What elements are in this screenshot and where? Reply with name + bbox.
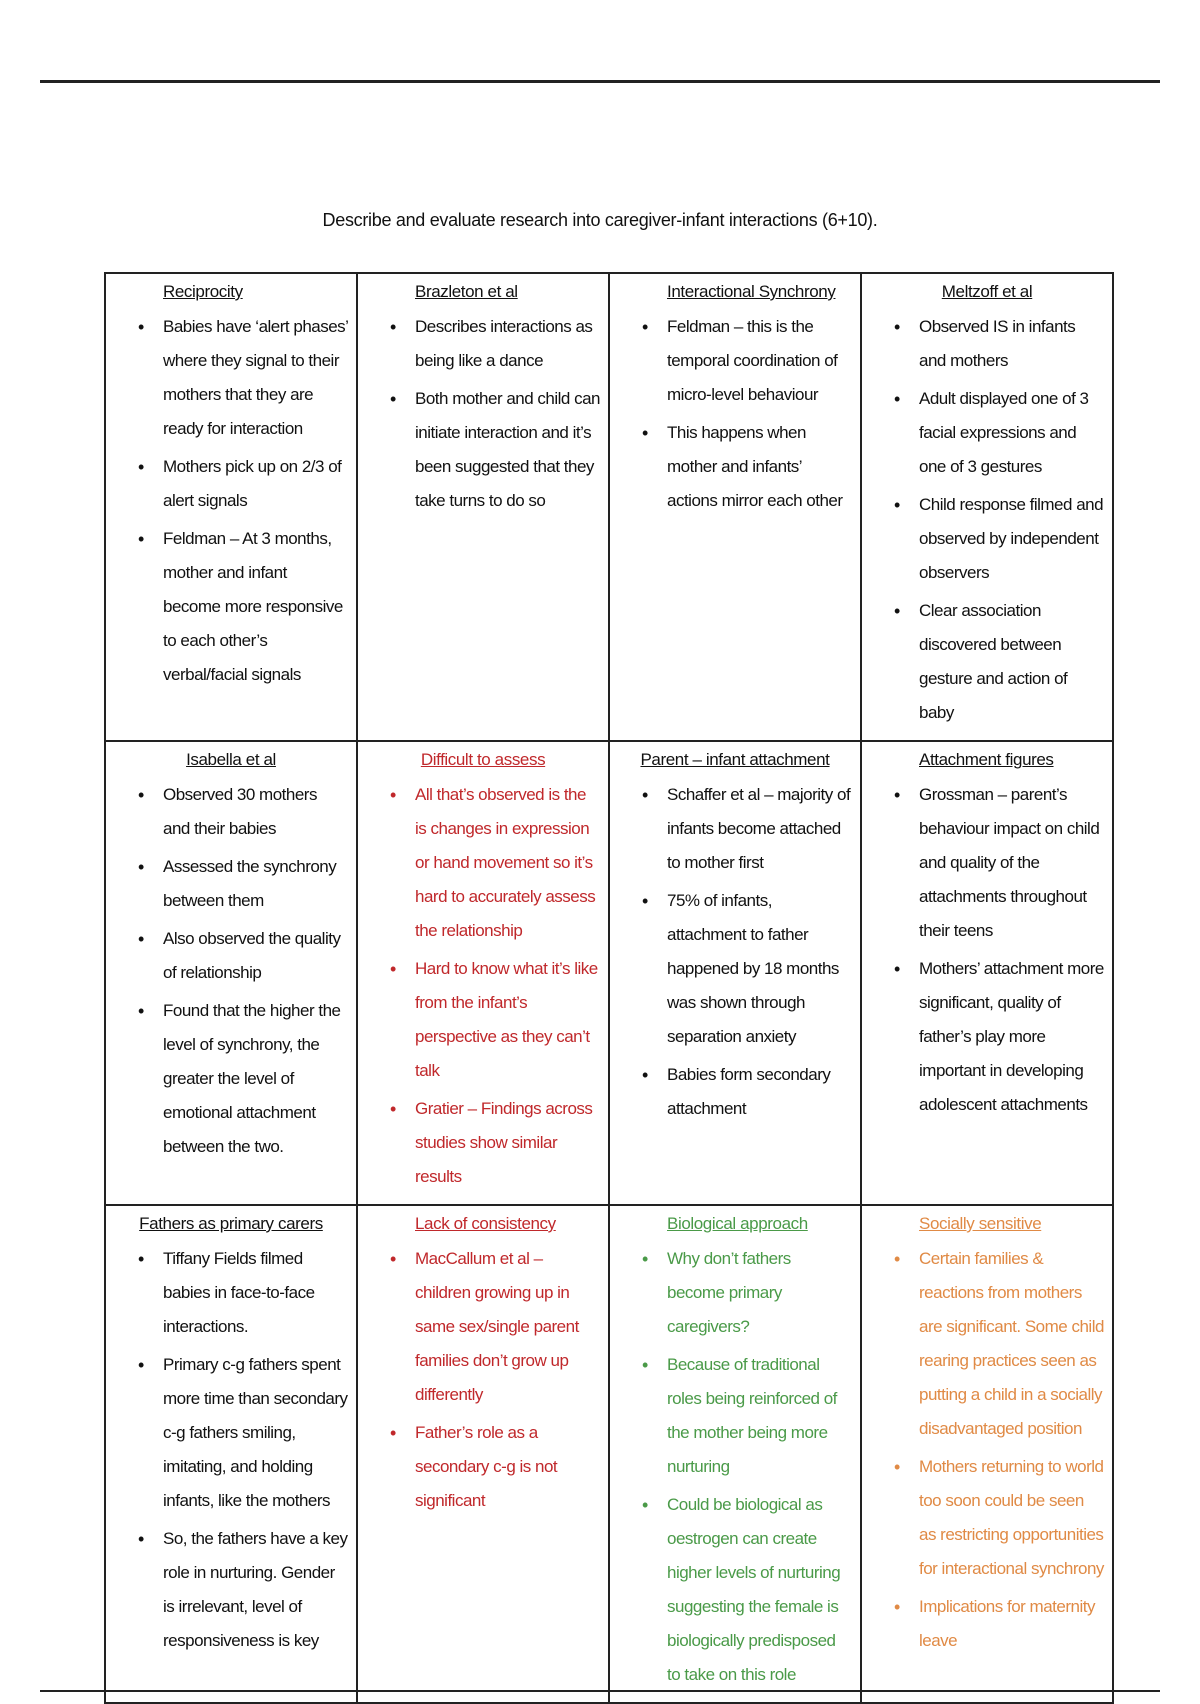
cell-heading: Attachment figures bbox=[919, 750, 1054, 769]
list-item: • Schaffer et al – majority of infants become attached to mother first bbox=[618, 778, 852, 880]
list-item: • MacCallum et al – children growing up in same sex/single parent families don’t grow up differently bbox=[366, 1242, 600, 1412]
grid-cell bbox=[609, 273, 861, 741]
cell-heading: Interactional Synchrony bbox=[667, 282, 836, 301]
grid-row bbox=[105, 1205, 1113, 1703]
grid-cell bbox=[609, 741, 861, 1205]
bullet-list bbox=[870, 310, 1104, 730]
list-item: • Feldman – this is the temporal coordination of micro-level behaviour bbox=[618, 310, 852, 412]
page-title: Describe and evaluate research into caregiver-infant interactions (6+10). bbox=[322, 210, 878, 230]
list-item: • Tiffany Fields filmed babies in face-to-face interactions. bbox=[114, 1242, 348, 1344]
bullet-list bbox=[870, 1242, 1104, 1658]
grid-cell bbox=[861, 1205, 1113, 1703]
list-item: • Describes interactions as being like a dance bbox=[366, 310, 600, 378]
list-item: • Clear association discovered between gesture and action of baby bbox=[870, 594, 1104, 730]
grid-cell bbox=[357, 741, 609, 1205]
research-grid bbox=[104, 272, 1114, 1704]
list-item: • Grossman – parent’s behaviour impact on child and quality of the attachments throughout their teens bbox=[870, 778, 1104, 948]
cell-heading: Parent – infant attachment bbox=[640, 750, 830, 769]
cell-heading: Difficult to assess bbox=[420, 750, 546, 769]
bullet-list bbox=[114, 778, 348, 1164]
list-item: • Mothers pick up on 2/3 of alert signals bbox=[114, 450, 348, 518]
list-item: • Primary c-g fathers spent more time than secondary c-g fathers smiling, imitating, and holding infants, like the mothers bbox=[114, 1348, 348, 1518]
bullet-list bbox=[618, 310, 852, 518]
list-item: • Gratier – Findings across studies show similar results bbox=[366, 1092, 600, 1194]
list-item: • Feldman – At 3 months, mother and infant become more responsive to each other’s verbal/facial signals bbox=[114, 522, 348, 692]
cell-heading: Isabella et al bbox=[186, 750, 276, 769]
grid-cell bbox=[609, 1205, 861, 1703]
list-item: • Because of traditional roles being reinforced of the mother being more nurturing bbox=[618, 1348, 852, 1484]
list-item: • Certain families & reactions from mothers are significant. Some child rearing practices seen as putting a child in a socially disadvantaged position bbox=[870, 1242, 1104, 1446]
list-item: • Both mother and child can initiate interaction and it’s been suggested that they take turns to do so bbox=[366, 382, 600, 518]
bullet-list bbox=[114, 1242, 348, 1658]
bullet-list bbox=[618, 1242, 852, 1692]
grid-cell bbox=[105, 741, 357, 1205]
cell-heading: Biological approach bbox=[667, 1214, 808, 1233]
list-item: • Child response filmed and observed by independent observers bbox=[870, 488, 1104, 590]
list-item: • Mothers’ attachment more significant, quality of father’s play more important in developing adolescent attachments bbox=[870, 952, 1104, 1122]
bullet-list bbox=[114, 310, 348, 692]
cell-heading: Lack of consistency bbox=[415, 1214, 556, 1233]
grid-cell bbox=[357, 1205, 609, 1703]
grid-row bbox=[105, 741, 1113, 1205]
grid-cell bbox=[861, 741, 1113, 1205]
list-item: • Could be biological as oestrogen can create higher levels of nurturing suggesting the female is biologically predisposed to take on this role bbox=[618, 1488, 852, 1692]
list-item: • Observed IS in infants and mothers bbox=[870, 310, 1104, 378]
list-item: • Mothers returning to world too soon could be seen as restricting opportunities for interactional synchrony bbox=[870, 1450, 1104, 1586]
bullet-list bbox=[366, 778, 600, 1194]
cell-heading: Fathers as primary carers bbox=[139, 1214, 323, 1233]
grid-cell bbox=[357, 273, 609, 741]
grid-cell bbox=[105, 273, 357, 741]
cell-heading: Reciprocity bbox=[163, 282, 243, 301]
list-item: • All that’s observed is the is changes in expression or hand movement so it’s hard to accurately assess the relationship bbox=[366, 778, 600, 948]
list-item: • Babies have ‘alert phases’ where they signal to their mothers that they are ready for interaction bbox=[114, 310, 348, 446]
list-item: • Observed 30 mothers and their babies bbox=[114, 778, 348, 846]
grid-cell bbox=[861, 273, 1113, 741]
bullet-list bbox=[870, 778, 1104, 1122]
cell-heading: Brazleton et al bbox=[415, 282, 518, 301]
list-item: • Babies form secondary attachment bbox=[618, 1058, 852, 1126]
bullet-list bbox=[366, 1242, 600, 1518]
top-rule bbox=[40, 80, 1160, 83]
list-item: • Assessed the synchrony between them bbox=[114, 850, 348, 918]
list-item: • Hard to know what it’s like from the infant’s perspective as they can’t talk bbox=[366, 952, 600, 1088]
bottom-rule bbox=[40, 1690, 1160, 1692]
list-item: • Found that the higher the level of synchrony, the greater the level of emotional attachment between the two. bbox=[114, 994, 348, 1164]
list-item: • So, the fathers have a key role in nurturing. Gender is irrelevant, level of responsiveness is key bbox=[114, 1522, 348, 1658]
list-item: • Implications for maternity leave bbox=[870, 1590, 1104, 1658]
list-item: • This happens when mother and infants’ actions mirror each other bbox=[618, 416, 852, 518]
grid-cell bbox=[105, 1205, 357, 1703]
list-item: • Adult displayed one of 3 facial expressions and one of 3 gestures bbox=[870, 382, 1104, 484]
list-item: • Why don’t fathers become primary caregivers? bbox=[618, 1242, 852, 1344]
grid-row bbox=[105, 273, 1113, 741]
cell-heading: Socially sensitive bbox=[919, 1214, 1042, 1233]
bullet-list bbox=[618, 778, 852, 1126]
cell-heading: Meltzoff et al bbox=[941, 282, 1033, 301]
bullet-list bbox=[366, 310, 600, 518]
list-item: • 75% of infants, attachment to father happened by 18 months was shown through separation anxiety bbox=[618, 884, 852, 1054]
list-item: • Also observed the quality of relationship bbox=[114, 922, 348, 990]
list-item: • Father’s role as a secondary c-g is not significant bbox=[366, 1416, 600, 1518]
